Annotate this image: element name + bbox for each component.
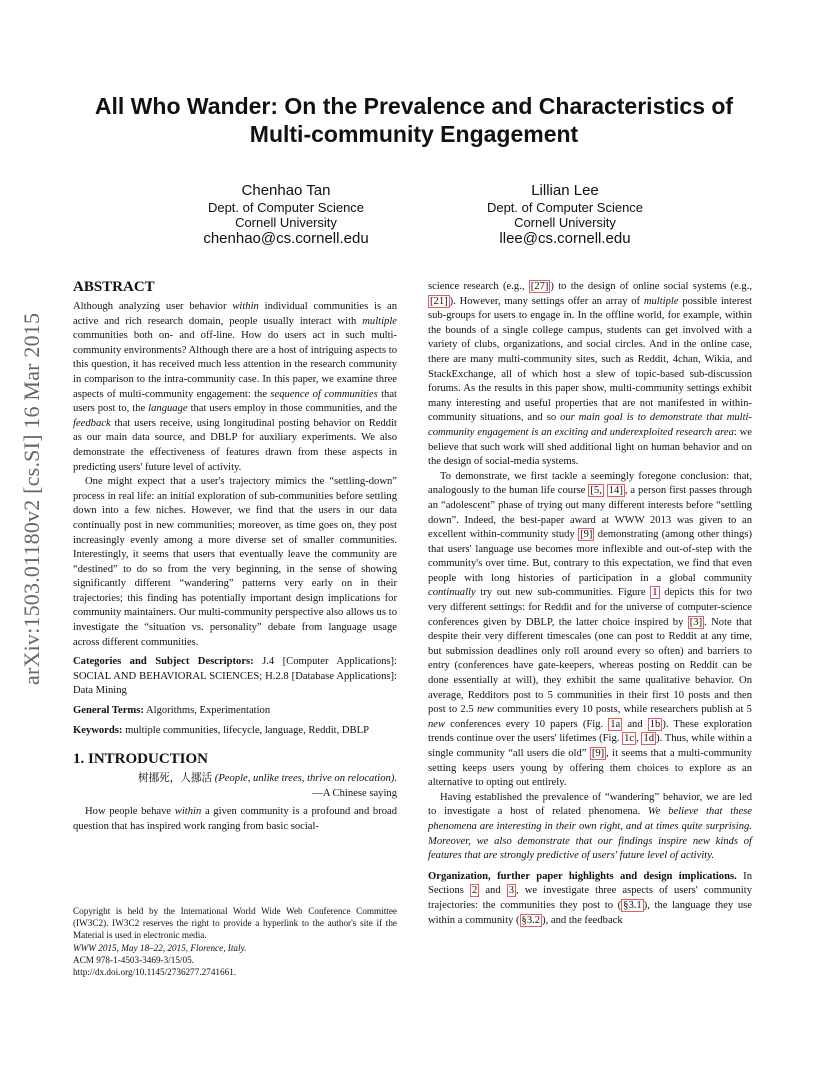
citation-link[interactable]: [5,	[590, 485, 602, 497]
citation-link[interactable]: [27]	[530, 281, 549, 292]
figure-link[interactable]: 1a	[610, 718, 621, 730]
left-column	[73, 278, 397, 835]
section-link[interactable]: §3.2	[521, 914, 541, 926]
organization-paragraph: Organization, further paper highlights and design implications. In Sections 2 and 3 , we investigate three aspects of users' community trajectories: the communities they post to ( §3.1 ), the language they use within a community ( §3.2 ), and the feedback	[428, 870, 752, 926]
epigraph-chinese: 树挪死，人挪活	[137, 773, 213, 785]
author-name: Chenhao Tan	[241, 182, 331, 199]
right-column	[428, 280, 752, 928]
citation-link[interactable]: [9]	[580, 529, 593, 541]
footnote-line-2: WWW 2015, May 18–22, 2015, Florence, Italy.	[73, 942, 247, 953]
footnote-line-4[interactable]: http://dx.doi.org/10.1145/2736277.2741661.	[73, 967, 237, 978]
author-name: Lillian Lee	[531, 182, 599, 199]
paper-title	[0, 92, 828, 148]
section-link[interactable]: 2	[471, 885, 478, 897]
figure-link[interactable]: 1	[652, 587, 658, 599]
epigraph-translation: (People, unlike trees, thrive on relocation).	[214, 773, 397, 785]
copyright-footnote	[73, 905, 397, 978]
footnote-line-3: ACM 978-1-4503-3469-3/15/05.	[73, 954, 194, 965]
author-univ: Cornell University	[235, 215, 337, 230]
intro-paragraph-1: How people behave within a given community is a profound and broad question that has inspired work ranging from basic social-	[73, 806, 398, 832]
intro-paragraph-1-cont: science research (e.g., [27] ) to the design of online social systems (e.g., [21] ). However, many settings offer an array of multiple possible interest sub-groups for users to engage in. In the offline world, for example, within the bounds of a single college campus, students can get involved with a variety of clubs, organizations, and social circles. And in the online case, there are many multi-community sites, such as Reddit, 4chan, Wikia, and StackExchange, all of which host a slew of topic-based sub-discussion forums. As the results in this paper show, multi-community settings exhibit many interesting and useful properties that are not manifested in within-community situations, and so our main goal is to demonstrate that multi-community engagement is an exciting and underexploited research area: we believe that such work will shed additional light on human behavior and on the design of social-media systems.	[428, 281, 753, 468]
author-dept: Dept. of Computer Science	[486, 200, 644, 215]
intro-paragraph-2: To demonstrate, we first tackle a seemingly foregone conclusion: that, analogously to the human life course [5, 14] , a person first passes through an “adolescent” phase of trying out many different interests before “settling down”. Indeed, the best-paper award at WWW 2013 was given to an excellent within-community study [9] demonstrating (among other things) that users' language use becomes more inflexible and out-of-step with the community's over time. But, contrary to this expectation, we find that even people with long histories of participation in a global community continually try out new sub-communities. Figure 1 depicts this for two very different settings: for Reddit and for the universe of computer-science conferences given by DBLP, the latter choice inspired by [3] . Note that despite their very different timescales (one can post to Reddit at any time, but submission deadlines only roll around every so often) and barriers to entry (conferences have gate-keepers, whereas posting on Reddit can be done essentially at will), they exhibit the same qualitative behavior. On average, Redditors post to 5 communities in their first 10 posts and then post to 2.5 new communities every 10 posts, while researchers publish at 5 new conferences every 10 papers (Fig. 1a and 1b ). These exploration trends continue over the users' lifetimes (Fig. 1c , 1d ). Thus, while within a single community “all users die old” [9] , it seems that a multi-community setting keeps users young by offering them choices to explore as an alternative to opting out entirely.	[428, 470, 753, 789]
abstract-paragraph-2: One might expect that a user's trajectory mimics the “settling-down” process in real life: an initial exploration of sub-communities before settling down into a few niches. However, we find that the users in our data continually post in new communities; moreover, as time goes on, they post increasingly evenly among a more diverse set of smaller communities. Interestingly, it seems that users that eventually leave the community are “destined” to do so from the very beginning, in the sense of showing significantly different “wandering” patterns very early on in their trajectories; this finding has potentially important design implications for community maintainers. Our multi-community perspective also allows us to investigate the “situation vs. personality” debate from language usage across different communities.	[73, 476, 397, 648]
author-block-1	[156, 182, 416, 248]
footnote-line-1: Copyright is held by the International World Wide Web Conference Committee (IW3C2). IW3C2 reserves the right to provide a hyperlink to the author's site if the Material is used in electronic media.	[73, 906, 397, 941]
author-univ: Cornell University	[514, 215, 616, 230]
figure-link[interactable]: 1b	[649, 718, 661, 730]
keywords-line: Keywords: multiple communities, lifecycle, language, Reddit, DBLP	[73, 724, 369, 736]
author-email[interactable]: chenhao@cs.cornell.edu	[203, 230, 369, 247]
citation-link[interactable]: [3]	[689, 616, 703, 628]
general-terms-line: General Terms: Algorithms, Experimentation	[73, 705, 271, 717]
citation-link[interactable]: [9]	[591, 748, 605, 759]
categories-line: Categories and Subject Descriptors: J.4 [Computer Applications]: SOCIAL AND BEHAVIORAL SCIENCES; H.2.8 [Database Applications]: Data Mining	[73, 656, 398, 697]
title-line-2: Multi-community Engagement	[249, 121, 579, 147]
section-link[interactable]: §3.1	[623, 899, 642, 911]
author-dept: Dept. of Computer Science	[207, 200, 365, 215]
author-email[interactable]: llee@cs.cornell.edu	[499, 230, 631, 247]
citation-link[interactable]: [21]	[430, 295, 448, 307]
organization-heading: Organization, further paper highlights and design implications.	[428, 870, 737, 882]
abstract-heading: ABSTRACT	[73, 279, 155, 295]
abstract-paragraph-1: Although analyzing user behavior within individual communities is an active and rich research domain, people usually interact with multiple communities both on- and off-line. How do users act in such multi-community environments? Although there are a host of intriguing aspects to this question, it has received much less attention in the research community in comparison to the intra-community case. In this paper, we examine three aspects of multi-community engagement: the sequence of communities that users post to, the language that users employ in those communities, and the feedback that users receive, using longitudinal posting behavior on Reddit as our main data source, and DBLP for auxiliary experiments. We also demonstrate the effectiveness of features drawn from these aspects in predicting users' future level of activity.	[73, 301, 398, 473]
figure-link[interactable]: 1c	[624, 733, 635, 745]
section-link[interactable]: 3	[508, 885, 515, 897]
author-block-2	[435, 182, 695, 248]
citation-link[interactable]: 14]	[608, 485, 623, 497]
figure-link[interactable]: 1d	[643, 733, 655, 745]
title-line-1: All Who Wander: On the Prevalence and Characteristics of	[94, 93, 734, 119]
arxiv-stamp: arXiv:1503.01180v2 [cs.SI] 16 Mar 2015	[19, 312, 44, 685]
epigraph-attribution: —A Chinese saying	[312, 787, 397, 799]
intro-paragraph-3: Having established the prevalence of “wandering” behavior, we are led to investigate a host of related phenomena. We believe that these phenomena are interesting in their own right, and at times quite surprising. Moreover, we also demonstrate that our findings inspire new kinds of features that are strongly predictive of users' future level of activity.	[428, 791, 752, 862]
introduction-heading: 1. INTRODUCTION	[73, 751, 209, 768]
epigraph	[73, 772, 397, 787]
